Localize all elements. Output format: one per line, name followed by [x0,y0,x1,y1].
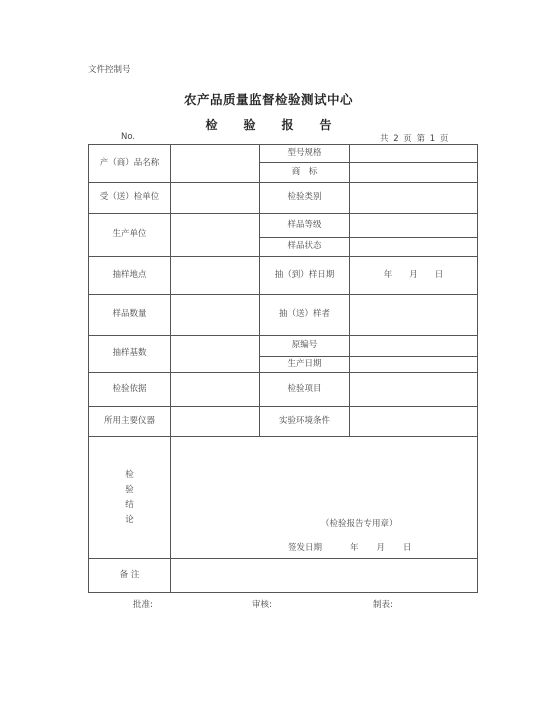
inspected-unit-value[interactable] [171,183,260,214]
inspection-basis-label: 检验依据 [89,373,171,407]
producer-value[interactable] [171,214,260,257]
prepare-signature: 制表: [373,600,393,610]
trademark-value[interactable] [350,163,478,183]
sample-state-value[interactable] [350,238,478,257]
environment-label: 实验环境条件 [260,407,350,437]
sampling-location-value[interactable] [171,257,260,295]
issue-month: 月 [376,543,386,553]
original-number-label: 原编号 [260,336,350,357]
sample-state-label: 样品状态 [260,238,350,257]
inspected-unit-label: 受（送）检单位 [89,183,171,214]
environment-value[interactable] [350,407,478,437]
sender-value[interactable] [350,295,478,336]
conclusion-value[interactable] [171,437,478,559]
organization-name: 农产品质量监督检验测试中心 [183,92,353,107]
sampling-date-label: 抽（到）样日期 [260,257,350,295]
sample-quantity-label: 样品数量 [89,295,171,336]
original-number-value[interactable] [350,336,478,357]
issue-day: 日 [403,543,412,553]
production-date-value[interactable] [350,357,478,373]
sample-grade-label: 样品等级 [260,214,350,238]
sampling-date-value[interactable]: 年 月 日 [350,257,478,295]
review-signature: 审核: [252,600,272,610]
model-spec-value[interactable] [350,145,478,163]
sample-grade-value[interactable] [350,214,478,238]
report-number-label: No. [121,132,136,142]
sample-quantity-value[interactable] [171,295,260,336]
inspection-items-label: 检验项目 [260,373,350,407]
inspection-seal-text: （检验报告专用章） [321,519,398,529]
inspection-items-value[interactable] [350,373,478,407]
page-count: 共 2 页 第 1 页 [380,134,449,144]
report-table [88,144,478,593]
issue-year: 年 [350,543,359,553]
trademark-label: 商 标 [260,163,350,183]
sampling-base-label: 抽样基数 [89,336,171,373]
main-instruments-label: 所用主要仪器 [89,407,171,437]
issue-date [288,543,412,554]
issue-date-label: 签发日期 [288,543,323,553]
file-control-number: 文件控制号 [88,65,131,75]
sampling-location-label: 抽样地点 [89,257,171,295]
title-char-2: 验 [243,118,256,132]
inspection-basis-value[interactable] [171,373,260,407]
approve-signature: 批准: [133,600,153,610]
title-char-3: 报 [281,118,294,132]
product-name-label: 产（商）品名称 [89,145,171,183]
product-name-value[interactable] [171,145,260,183]
inspection-type-value[interactable] [350,183,478,214]
title-char-1: 检 [205,118,218,132]
sender-label: 抽（送）样者 [260,295,350,336]
main-instruments-value[interactable] [171,407,260,437]
producer-label: 生产单位 [89,214,171,257]
production-date-label: 生产日期 [260,357,350,373]
conclusion-label [89,437,171,559]
remarks-value[interactable] [171,559,478,593]
remarks-label: 备 注 [89,559,171,593]
model-spec-label: 型号规格 [260,145,350,163]
title-char-4: 告 [319,118,332,132]
report-title [0,116,537,133]
inspection-type-label: 检验类别 [260,183,350,214]
sampling-base-value[interactable] [171,336,260,373]
conclusion-label-text: 检验结论 [125,469,134,525]
